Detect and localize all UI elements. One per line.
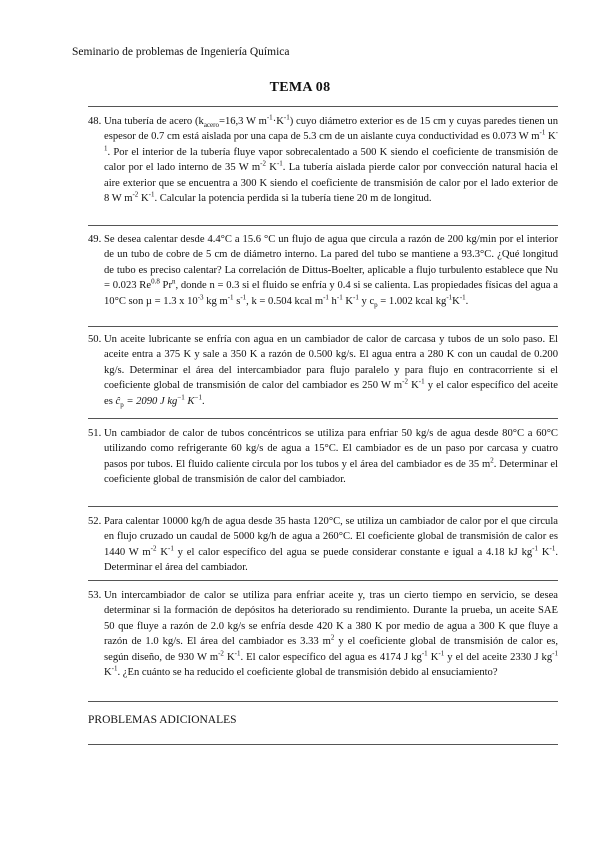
problem-52 xyxy=(88,514,558,576)
divider xyxy=(88,418,558,419)
divider xyxy=(88,225,558,226)
problem-50 xyxy=(88,332,558,409)
problem-number: 49. xyxy=(88,234,102,245)
additional-problems-heading: PROBLEMAS ADICIONALES xyxy=(88,714,237,726)
problem-text: Un cambiador de calor de tubos concéntricos se utiliza para enfriar 50 kg/s de agua desde 80°C a 60°C utilizando como refrigerante 60 kg/s de agua a 15°C. El cambiador es de un paso por carcasa y cuatro pasos por tubos. El fluido caliente circula por los tubos y el área del cambiador es de 35 $m^2$. Determinar el coeficiente global de transmisión de calor del cambiador. xyxy=(104,428,558,486)
problem-text: Un intercambiador de calor se utiliza para enfriar aceite y, tras un cierto tiempo en servicio, se desea determinar si la formación de depósitos ha deteriorado su rendimiento. Durante la prueba, un aceite SAE 50 que fluye a razón de 2.0 kg/s se enfría desde 420 K a 380 K por medio de agua a 300 K que fluye a razón de 1.0 kg/s. El área del cambiador es 3.33 $m^2$ y el coeficiente global de transmisión de calor es, según diseño, de 930 W $m^{-2}$ $K^{-1}$. El calor específico del agua es 4174 J $kg^{-1}$ $K^{-1}$ y el del aceite 2330 J $kg^{-1}$ $K^{-1}$. ¿En cuánto se ha reducido el coeficiente global de transmisión debido al ensuciamiento? xyxy=(104,590,558,679)
problem-48 xyxy=(88,114,558,206)
problem-53 xyxy=(88,588,558,680)
problem-number: 50. xyxy=(88,334,102,345)
divider xyxy=(88,701,558,702)
problem-number: 53. xyxy=(88,590,102,601)
divider xyxy=(88,106,558,107)
problem-number: 48. xyxy=(88,116,102,127)
problem-text: Para calentar 10000 kg/h de agua desde 35 hasta 120°C, se utiliza un cambiador de calor por el que circula en flujo cruzado un caudal de 5000 kg/h de agua a 260°C. El coeficiente global de transmisión de calor es 1440 W $m^{-2}$ $K^{-1}$ y el calor específico del agua se puede considerar constante e igual a 4.18 kJ $kg^{-1}$ $K^{-1}$. Determinar el área del cambiador. xyxy=(104,516,558,574)
page-header: Seminario de problemas de Ingeniería Química xyxy=(72,46,290,58)
problem-text: Un aceite lubricante se enfría con agua en un cambiador de calor de carcasa y tubos de un solo paso. El aceite entra a 375 K y sale a 350 K a razón de 0.500 kg/s. El agua entra a 280 K con un caudal de 0.200 kg/s. Determinar el área del intercambiador para flujo paralelo y para flujo en contracorriente si el coeficiente global de transmisión de calor del cambiador es 250 W $m^{-2}$ $K^{-1}$ y el calor específico del aceite es $ĉ_p = 2090$ J $kg^{-1}$ $K^{-1}$. xyxy=(104,334,558,409)
divider xyxy=(88,744,558,745)
problem-number: 52. xyxy=(88,516,102,527)
divider xyxy=(88,580,558,581)
divider xyxy=(88,326,558,327)
problem-51 xyxy=(88,426,558,488)
problem-49 xyxy=(88,232,558,309)
problem-number: 51. xyxy=(88,428,102,439)
problem-text: Se desea calentar desde 4.4°C a 15.6 °C un flujo de agua que circula a razón de 200 kg/min por el interior de un tubo de cobre de 5 cm de diámetro interno. La pared del tubo se mantiene a 93.3°C. ¿Qué longitud de tubo es preciso calentar? La correlación de Dittus-Boelter, aplicable a flujo turbulento establece que Nu = 0.023 $Re^{0.8}$ Pr$^n$, donde n = 0.3 si el fluido se enfría y 0.4 si se calienta. Las propiedades físicas del agua a 10°C son µ = 1.3 x $10^{-3}$ kg $m^{-1}$ $s^{-1}$, k = 0.504 kcal $m^{-1}$ $h^{-1}$ $K^{-1}$ y $c_p = 1.002$ kcal $kg^{-1}K^{-1}$. xyxy=(104,234,558,309)
section-title: TEMA 08 xyxy=(269,80,331,95)
problem-text: Una tubería de acero ($k_{acero}=16,3$ W $m^{-1}\cdot K^{-1}$) cuyo diámetro exterior es de 15 cm y cuyas paredes tienen un espesor de 0.7 cm está aislada por una capa de 5.3 cm de un aislante cuya conductividad es 0.073 W $m^{-1}$ $K^{-1}$. Por el interior de la tubería fluye vapor sobrecalentado a 500 K siendo el coeficiente de transmisión de calor por el lado interno de 35 W $m^{-2}$ $K^{-1}$. La tubería aislada pierde calor por convección natural hacia el aire exterior que se encuentra a 300 K siendo el coeficiente de transmisión de calor por el lado exterior de 8 W $m^{-2}$ $K^{-1}$. Calcular la potencia perdida si la tubería tiene 20 m de longitud. xyxy=(104,113,558,205)
divider xyxy=(88,506,558,507)
